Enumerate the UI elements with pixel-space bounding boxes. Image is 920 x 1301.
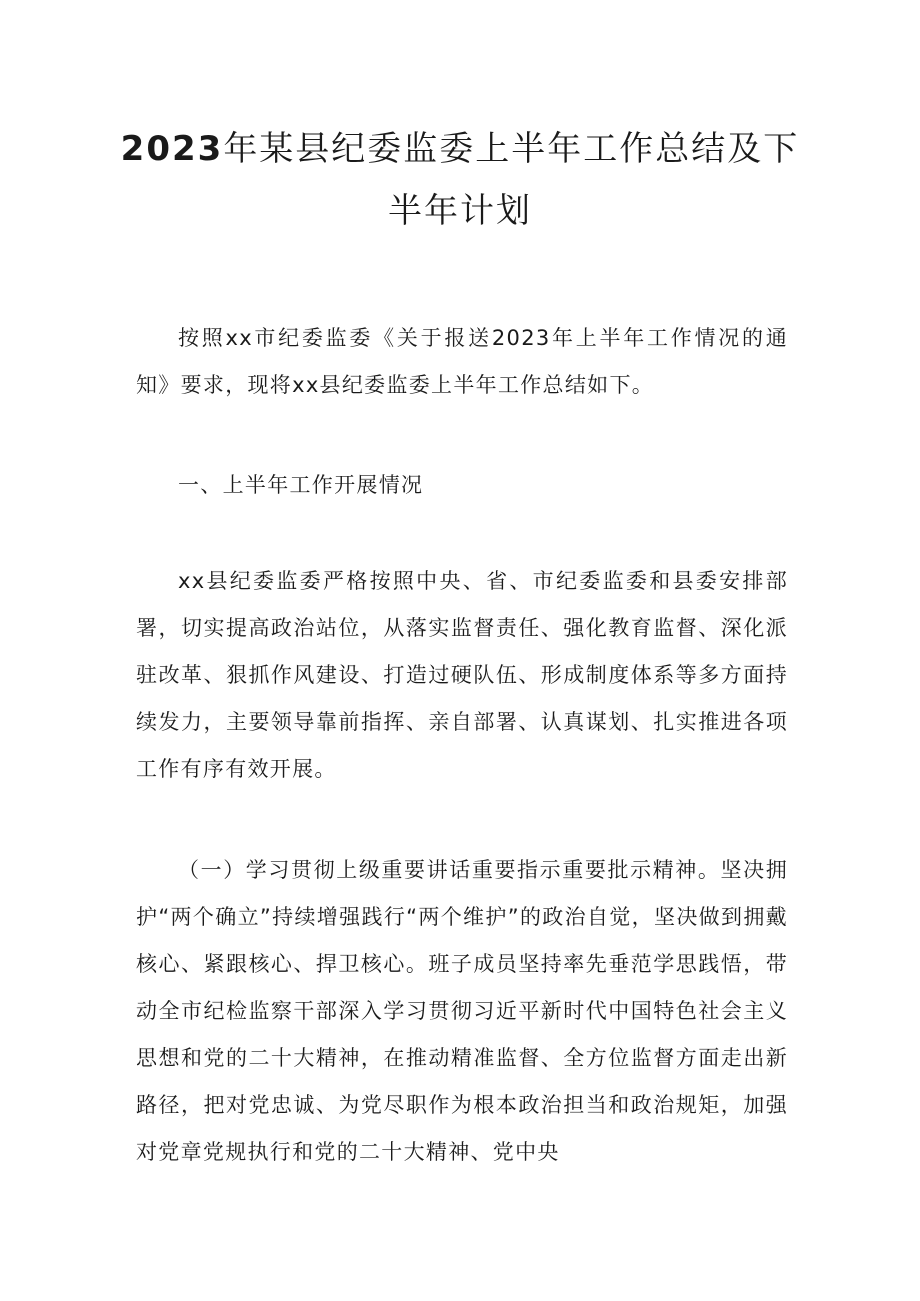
title-text: 年某县纪委监委上半年工作总结及下	[223, 129, 800, 169]
overview-paragraph	[136, 558, 788, 793]
document-title-line-1	[120, 118, 800, 180]
subsection-paragraph	[136, 847, 788, 1176]
intro-paragraph	[136, 315, 788, 409]
section-heading	[136, 462, 788, 509]
section-heading-text: 一、上半年工作开展情况	[178, 473, 424, 497]
overview-text: xx县纪委监委严格按照中央、省、市纪委监委和县委安排部署，切实提高政治站位，从落实监督责任、强化教育监督、深化派驻改革、狠抓作风建设、打造过硬队伍、形成制度体系等多方面持续发力，主要领导靠前指挥、亲自部署、认真谋划、扎实推进各项工作有序有效开展。	[136, 569, 788, 781]
subsection-text: （一）学习贯彻上级重要讲话重要指示重要批示精神。坚决拥护“两个确立”持续增强践行“两个维护”的政治自觉，坚决做到拥戴核心、紧跟核心、捍卫核心。班子成员坚持率先垂范学思践悟，带动全市纪检监察干部深入学习贯彻习近平新时代中国特色社会主义思想和党的二十大精神，在推动精准监督、全方位监督方面走出新路径，把对党忠诚、为党尽职作为根本政治担当和政治规矩，加强对党章党规执行和党的二十大精神、党中央	[136, 858, 788, 1164]
intro-text: 按照xx市纪委监委《关于报送2023年上半年工作情况的通知》要求，现将xx县纪委监委上半年工作总结如下。	[136, 326, 788, 397]
document-title-line-2: 半年计划	[388, 191, 532, 231]
title-year: 2023	[120, 129, 224, 169]
